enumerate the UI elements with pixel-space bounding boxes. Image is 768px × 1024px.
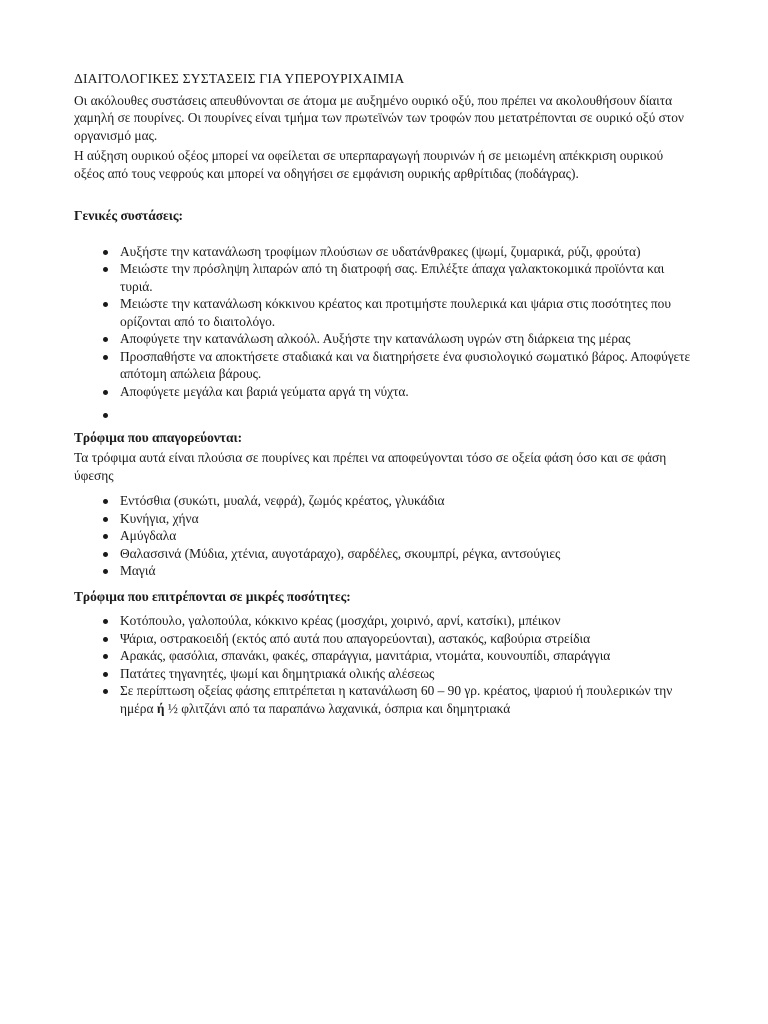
list-item: Αποφύγετε μεγάλα και βαριά γεύματα αργά τη νύχτα.	[120, 383, 694, 401]
list-item: Προσπαθήστε να αποκτήσετε σταδιακά και να διατηρήσετε ένα φυσιολογικό σωματικό βάρος. Αποφύγετε απότομη απώλεια βάρους.	[120, 348, 694, 383]
list-item-bold-text: ή	[156, 700, 165, 716]
small-quantities-list	[74, 612, 694, 717]
forbidden-foods-heading: Τρόφιμα που απαγορεύονται:	[74, 429, 243, 445]
document-title: ΔΙΑΙΤΟΛΟΓΙΚΕΣ ΣΥΣΤΑΣΕΙΣ ΓΙΑ ΥΠΕΡΟΥΡΙΧΑΙΜΙΑ	[74, 71, 405, 86]
list-item-text: ½ φλιτζάνι από τα παραπάνω λαχανικά, όσπρια και δημητριακά	[164, 700, 511, 716]
list-item: Κοτόπουλο, γαλοπούλα, κόκκινο κρέας (μοσχάρι, χοιρινό, αρνί, κατσίκι), μπέικον	[120, 612, 694, 630]
list-item: Μειώστε την κατανάλωση κόκκινου κρέατος και προτιμήστε πουλερικά και ψάρια στις ποσότητες που ορίζονται από το διαιτολόγο.	[120, 295, 694, 330]
list-item: Μαγιά	[120, 562, 694, 580]
list-item: Αμύγδαλα	[120, 527, 694, 545]
list-item: Ψάρια, οστρακοειδή (εκτός από αυτά που απαγορεύονται), αστακός, καβούρια στρείδια	[120, 630, 694, 648]
intro-paragraph-1: Οι ακόλουθες συστάσεις απευθύνονται σε άτομα με αυξημένο ουρικό οξύ, που πρέπει να ακολουθήσουν δίαιτα χαμηλή σε πουρίνες. Οι πουρίνες είναι τμήμα των πρωτεϊνών των τροφών που μετατρέπονται σε ουρικό οξύ στον οργανισμό μας.	[74, 92, 684, 143]
list-item: Κυνήγια, χήνα	[120, 510, 694, 528]
list-item	[120, 682, 694, 717]
intro-paragraph-2: Η αύξηση ουρικού οξέος μπορεί να οφείλεται σε υπερπαραγωγή πουρινών ή σε μειωμένη απέκκριση ουρικού οξέος από τους νεφρούς και μπορεί να οδηγήσει σε εμφάνιση ουρικής αρθρίτιδας (ποδάγρας).	[74, 148, 664, 181]
list-item-text: Σε περίπτωση οξείας φάσης επιτρέπεται η κατανάλωση 60 – 90 γρ. κρέατος, ψαριού ή πουλερικών την ημέρα	[120, 683, 673, 716]
general-recommendations-heading: Γενικές συστάσεις:	[74, 208, 183, 223]
list-item: Αποφύγετε την κατανάλωση αλκοόλ. Αυξήστε την κατανάλωση υγρών στη διάρκεια της μέρας	[120, 330, 694, 348]
small-quantities-heading: Τρόφιμα που επιτρέπονται σε μικρές ποσότητες:	[74, 588, 351, 604]
document-page	[74, 70, 694, 717]
forbidden-foods-list	[74, 492, 694, 580]
forbidden-foods-paragraph: Τα τρόφιμα αυτά είναι πλούσια σε πουρίνες και πρέπει να αποφεύγονται τόσο σε οξεία φάση όσο και σε φάση ύφεσης	[74, 450, 667, 483]
list-item: Μειώστε την πρόσληψη λιπαρών από τη διατροφή σας. Επιλέξτε άπαχα γαλακτοκομικά προϊόντα και τυριά.	[120, 260, 694, 295]
list-item: Πατάτες τηγανητές, ψωμί και δημητριακά ολικής αλέσεως	[120, 665, 694, 683]
general-recommendations-list	[74, 243, 694, 424]
list-item: Αρακάς, φασόλια, σπανάκι, φακές, σπαράγγια, μανιτάρια, ντομάτα, κουνουπίδι, σπαράγγια	[120, 647, 694, 665]
list-item: Εντόσθια (συκώτι, μυαλά, νεφρά), ζωμός κρέατος, γλυκάδια	[120, 492, 694, 510]
list-item: Αυξήστε την κατανάλωση τροφίμων πλούσιων σε υδατάνθρακες (ψωμί, ζυμαρικά, ρύζι, φρούτα)	[120, 243, 694, 261]
list-item: Θαλασσινά (Μύδια, χτένια, αυγοτάραχο), σαρδέλες, σκουμπρί, ρέγκα, αντσούγιες	[120, 545, 694, 563]
empty-list-item	[120, 406, 694, 424]
